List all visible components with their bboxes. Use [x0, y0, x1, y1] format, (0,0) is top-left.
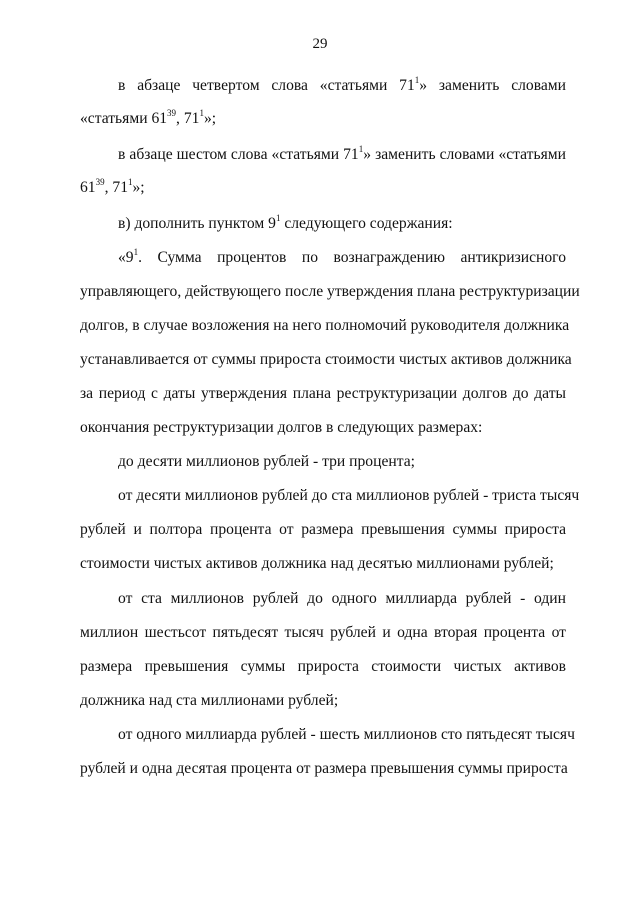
text-line: в абзаце шестом слова «статьями $71^1$» заменить словами «статьями [118, 143, 566, 163]
text-line: от ста миллионов рублей до одного миллиарда рублей - один [118, 590, 566, 607]
text-line: устанавливается от суммы прироста стоимости чистых активов должника [80, 351, 572, 368]
text-line: за период с даты утверждения плана реструктуризации долгов до даты [80, 385, 566, 402]
text-line: в) дополнить пунктом $9^1$ следующего содержания: [118, 212, 453, 232]
text-line: от одного миллиарда рублей - шесть миллионов сто пятьдесят тысяч [118, 726, 575, 743]
text-line: управляющего, действующего после утверждения плана реструктуризации [80, 283, 580, 300]
text-line: «$9^1$. Сумма процентов по вознаграждению антикризисного [118, 246, 566, 266]
text-line: рублей и одна десятая процента от размера превышения суммы прироста [80, 760, 568, 777]
text-line: «статьями $61^{39}$, $71^1$»; [80, 107, 217, 127]
text-line: рублей и полтора процента от размера превышения суммы прироста [80, 521, 566, 538]
text-line: миллион шестьсот пятьдесят тысяч рублей и одна вторая процента от [80, 624, 566, 641]
text-line: $61^{39}$, $71^1$»; [80, 176, 145, 196]
text-line: окончания реструктуризации долгов в следующих размерах: [80, 419, 483, 436]
text-line: размера превышения суммы прироста стоимости чистых активов [80, 658, 566, 675]
text-line: стоимости чистых активов должника над десятью миллионами рублей; [80, 555, 554, 572]
text-line: до десяти миллионов рублей - три процента; [118, 453, 415, 470]
text-line: должника над ста миллионами рублей; [80, 692, 339, 709]
page-number: 29 [312, 36, 328, 52]
text-line: в абзаце четвертом слова «статьями $71^1$» заменить словами [118, 74, 566, 94]
text-line: от десяти миллионов рублей до ста миллионов рублей - триста тысяч [118, 487, 580, 504]
text-line: долгов, в случае возложения на него полномочий руководителя должника [80, 317, 570, 334]
